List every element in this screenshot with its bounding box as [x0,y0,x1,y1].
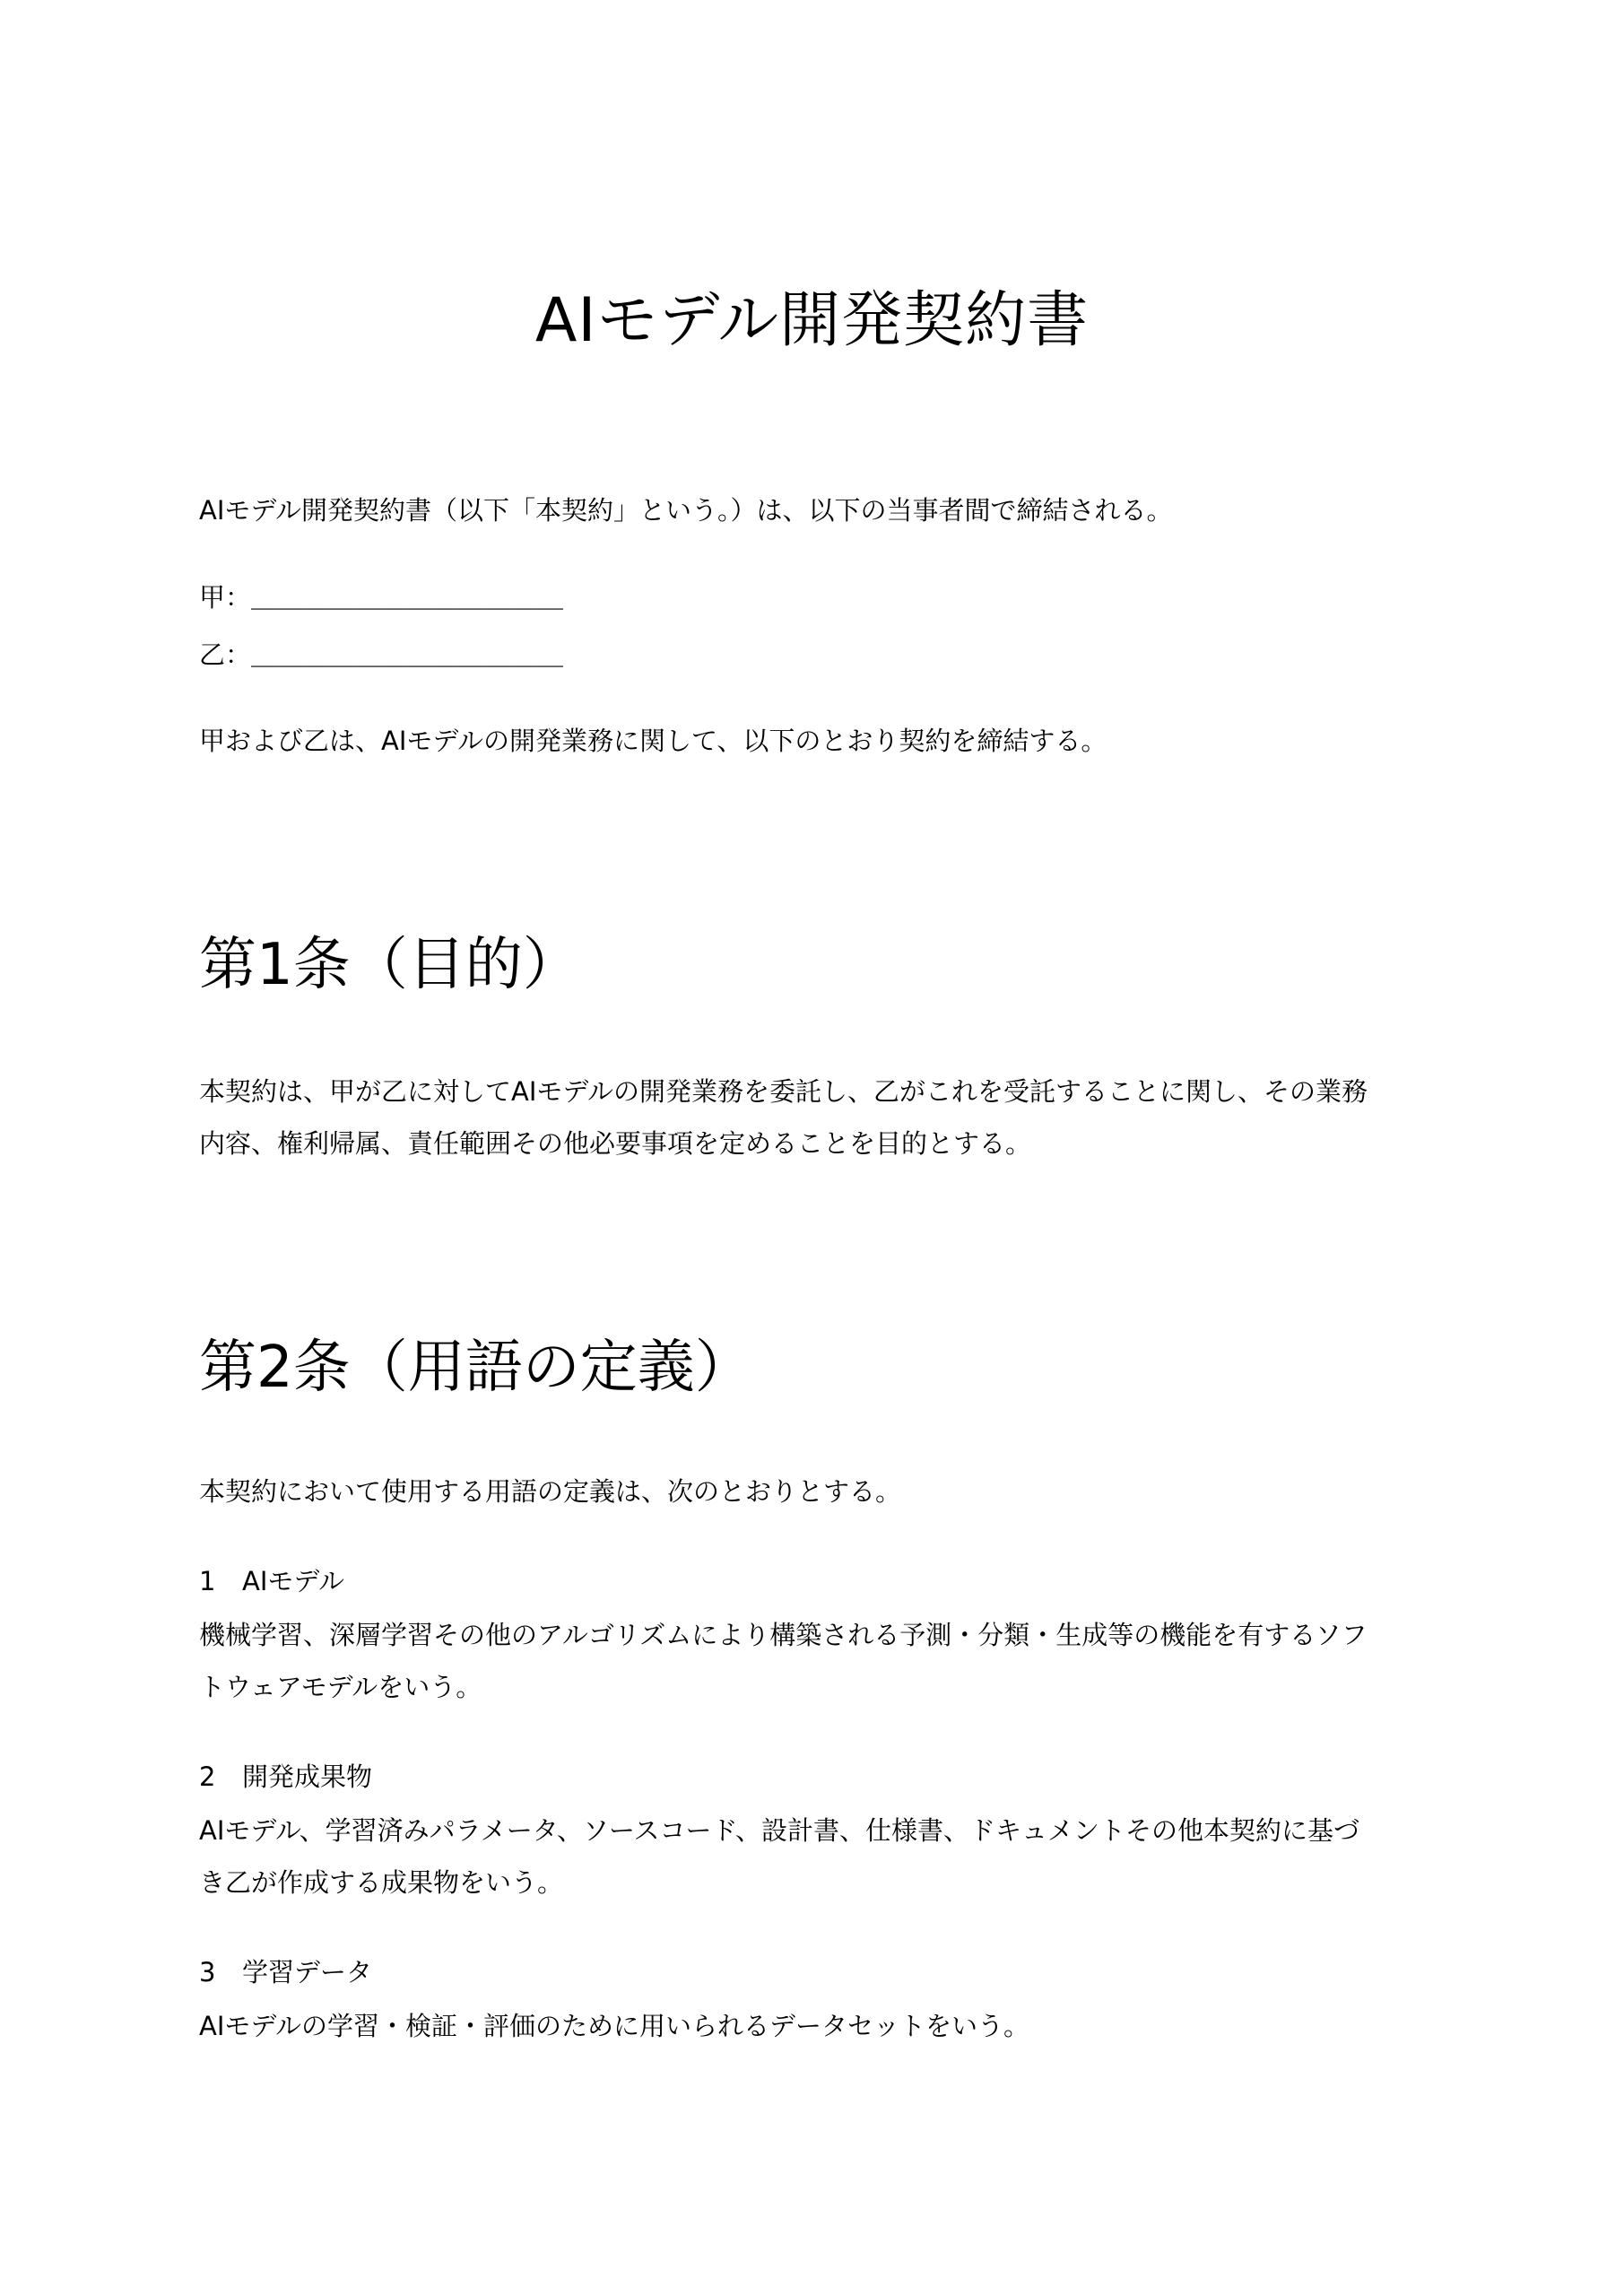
party-a-line: 甲：＿＿＿＿＿＿＿＿＿＿＿＿ [199,582,564,613]
article-2-intro: 本契約において使用する用語の定義は、次のとおりとする。 [199,1476,902,1507]
definition-item-2-line-2: き乙が作成する成果物をいう。 [199,1867,564,1898]
definition-item-2-term: 開発成果物 [242,1761,373,1792]
intro-paragraph: AIモデル開発契約書（以下「本契約」という。）は、以下の当事者間で締結される。 [199,495,1173,526]
definition-item-2-number: 2 [199,1761,216,1792]
definition-item-1-line-2: トウェアモデルをいう。 [199,1672,482,1702]
article-1-line-1: 本契約は、甲が乙に対してAIモデルの開発業務を委託し、乙がこれを受託することに関し、その業務 [199,1076,1368,1107]
definition-item-1-number: 1 [199,1566,216,1596]
definition-item-3-line-1: AIモデルの学習・検証・評価のために用いられるデータセットをいう。 [199,2011,1029,2041]
party-b-line: 乙：＿＿＿＿＿＿＿＿＿＿＿＿ [199,639,564,670]
definition-item-3-term: 学習データ [242,1957,373,1987]
definition-item-1-line-1: 機械学習、深層学習その他のアルゴリズムにより構築される予測・分類・生成等の機能を有するソフ [199,1620,1368,1650]
definition-item-2-line-1: AIモデル、学習済みパラメータ、ソースコード、設計書、仕様書、ドキュメントその他本契約に基づ [199,1815,1359,1846]
definition-item-3-heading [199,1952,372,1992]
agreement-paragraph: 甲および乙は、AIモデルの開発業務に関して、以下のとおり契約を締結する。 [199,726,1107,756]
definition-item-3-number: 3 [199,1957,216,1987]
definition-item-1-term: AIモデル [242,1566,344,1596]
article-2-heading: 第2条（用語の定義） [199,1335,752,1401]
document-title: AIモデル開発契約書 [534,285,1090,356]
article-1-heading: 第1条（目的） [199,932,580,998]
article-1-line-2: 内容、権利帰属、責任範囲その他必要事項を定めることを目的とする。 [199,1128,1032,1159]
definition-item-1-heading [199,1561,344,1601]
definition-item-2-heading [199,1757,372,1796]
